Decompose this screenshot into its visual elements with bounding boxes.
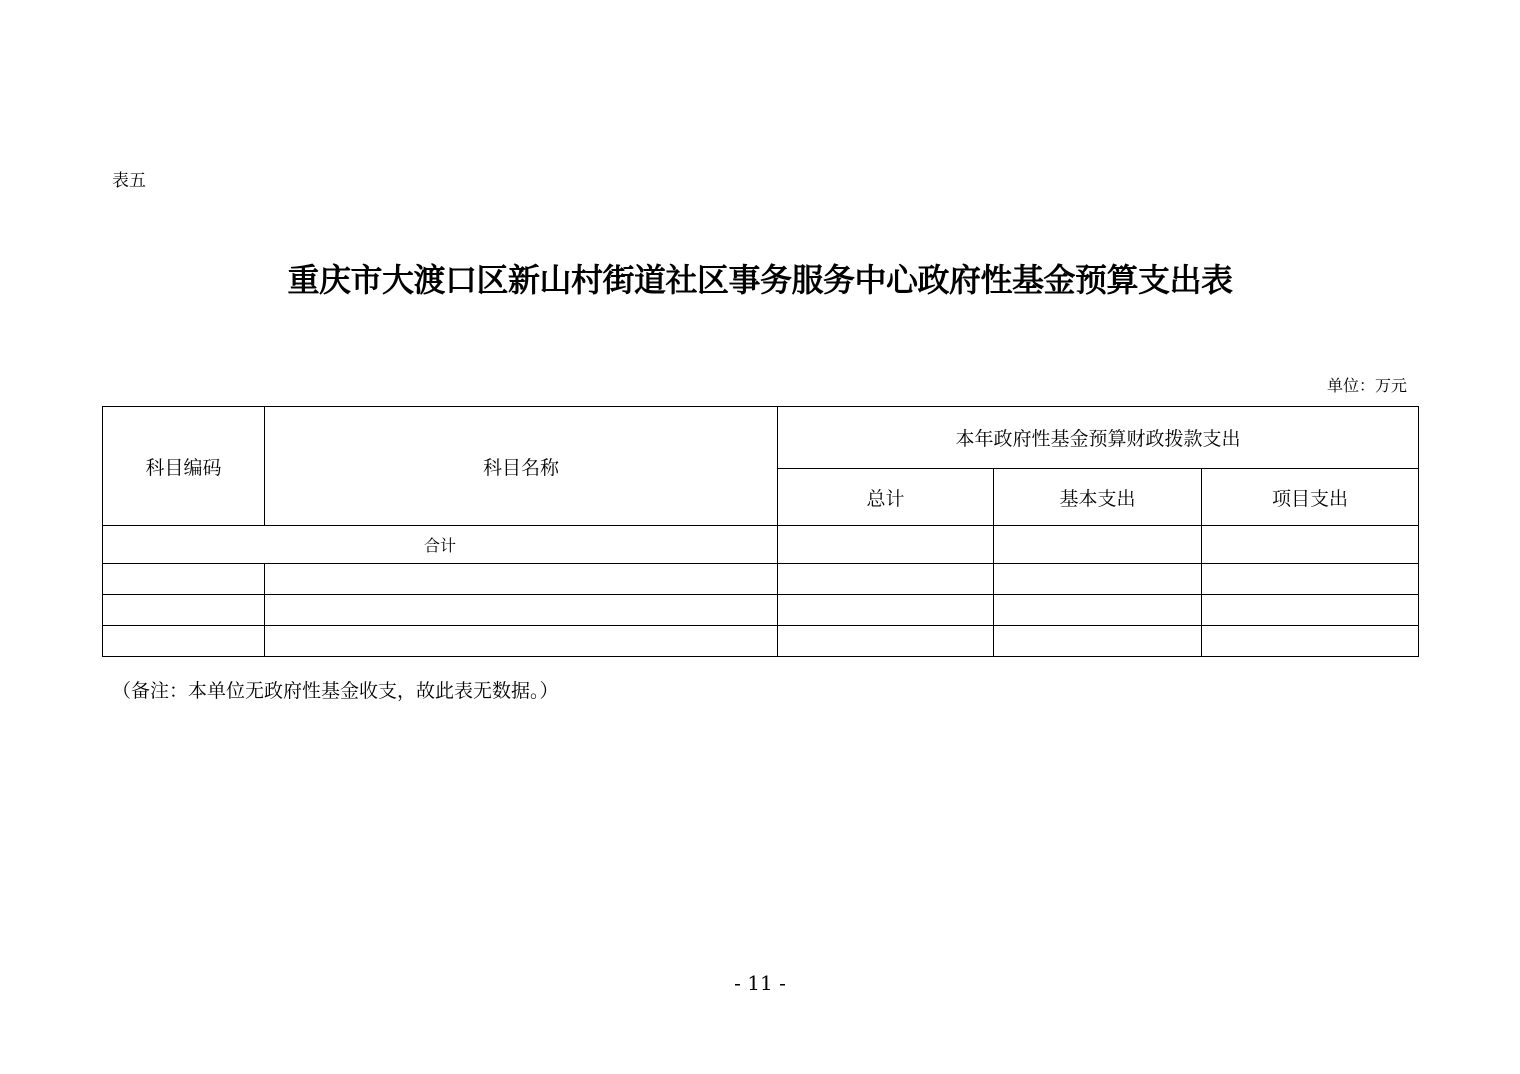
header-code: 科目编码 [103,407,265,526]
unit-label: 单位：万元 [1326,376,1407,395]
row-total [778,595,994,626]
total-row-basic [994,526,1202,564]
header-project: 项目支出 [1202,469,1419,526]
row-name [265,626,778,657]
remark-note: （备注：本单位无政府性基金收支，故此表无数据。） [112,680,559,702]
header-total: 总计 [778,469,994,526]
row-project [1202,626,1419,657]
header-name: 科目名称 [265,407,778,526]
total-row [103,526,1419,564]
row-project [1202,564,1419,595]
header-basic: 基本支出 [994,469,1202,526]
row-total [778,626,994,657]
document-title: 重庆市大渡口区新山村街道社区事务服务中心政府性基金预算支出表 [287,261,1233,299]
budget-table [102,406,1419,657]
table-label: 表五 [112,171,146,191]
row-name [265,564,778,595]
row-total [778,564,994,595]
total-row-label: 合计 [103,526,778,564]
row-basic [994,626,1202,657]
row-name [265,595,778,626]
total-row-total [778,526,994,564]
table-row [103,626,1419,657]
table-row [103,595,1419,626]
page-number: - 11 - [734,971,786,995]
row-project [1202,595,1419,626]
row-code [103,595,265,626]
header-group: 本年政府性基金预算财政拨款支出 [778,407,1419,469]
table-row [103,564,1419,595]
total-row-project [1202,526,1419,564]
row-code [103,626,265,657]
row-basic [994,595,1202,626]
row-code [103,564,265,595]
header-row-1 [103,407,1419,469]
row-basic [994,564,1202,595]
